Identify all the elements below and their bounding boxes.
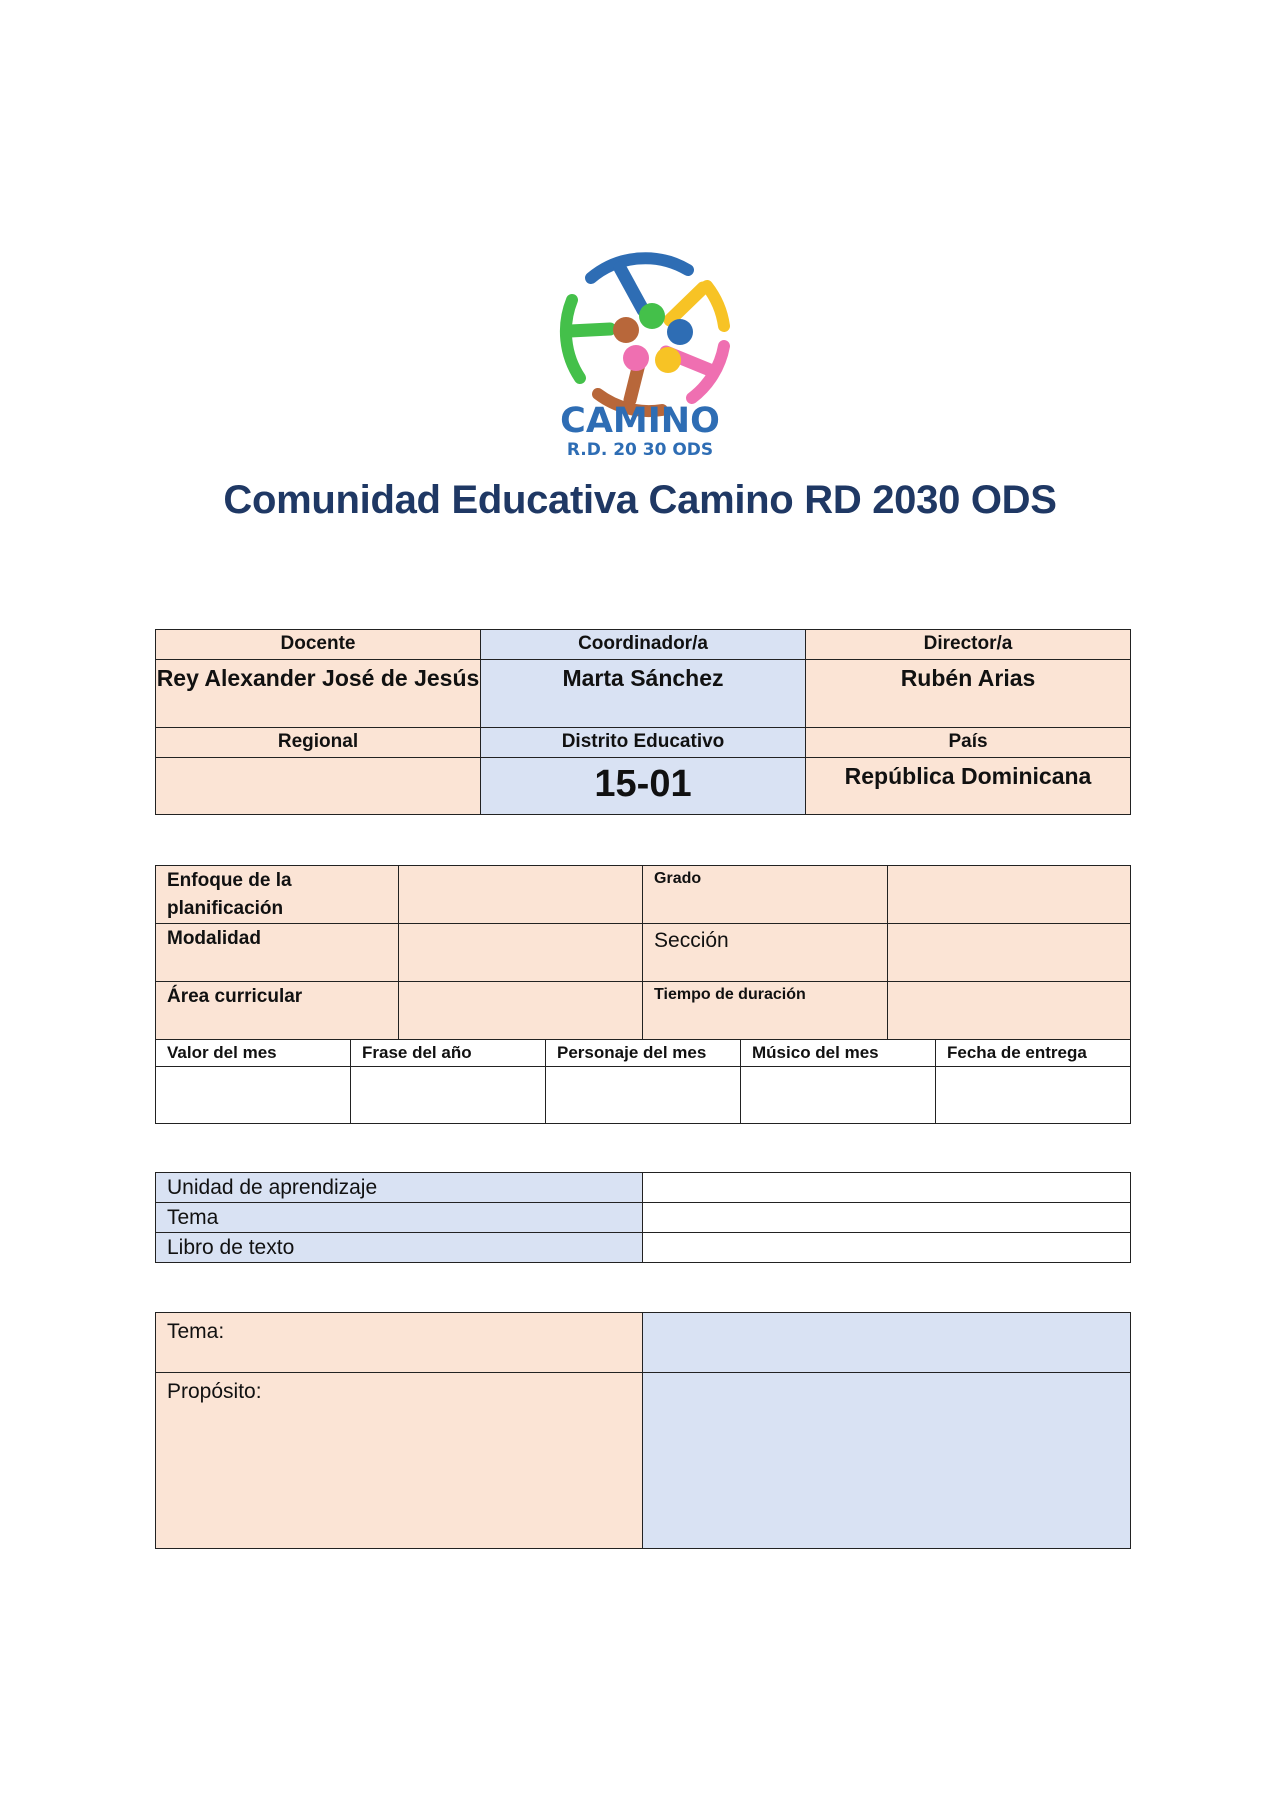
regional-value[interactable] <box>156 758 481 815</box>
monthly-value-cell[interactable] <box>741 1067 936 1124</box>
monthly-value-cell[interactable] <box>156 1067 351 1124</box>
camino-logo <box>542 228 738 464</box>
enfoque-value[interactable] <box>399 866 643 924</box>
distrito-value[interactable]: 15-01 <box>481 758 806 815</box>
page-title: Comunidad Educativa Camino RD 2030 ODS <box>223 478 1057 522</box>
distrito-label: Distrito Educativo <box>481 728 806 758</box>
proposito-value[interactable] <box>643 1373 1131 1549</box>
libro-label: Libro de texto <box>156 1233 643 1263</box>
proposito-label: Propósito: <box>156 1373 643 1549</box>
tema-value[interactable] <box>643 1203 1131 1233</box>
logo-subtitle-text: R.D. 20 30 ODS <box>566 440 714 460</box>
coordinador-label: Coordinador/a <box>481 630 806 660</box>
pais-label: País <box>806 728 1131 758</box>
monthly-header: Músico del mes <box>741 1040 936 1067</box>
docente-label: Docente <box>156 630 481 660</box>
docente-value[interactable]: Rey Alexander José de Jesús <box>156 660 481 728</box>
monthly-header: Fecha de entrega <box>936 1040 1131 1067</box>
regional-label: Regional <box>156 728 481 758</box>
staff-table <box>155 629 1131 815</box>
monthly-value-cell[interactable] <box>936 1067 1131 1124</box>
monthly-header: Personaje del mes <box>546 1040 741 1067</box>
seccion-value[interactable] <box>888 924 1131 982</box>
grado-value[interactable] <box>888 866 1131 924</box>
director-label: Director/a <box>806 630 1131 660</box>
libro-value[interactable] <box>643 1233 1131 1263</box>
grado-label: Grado <box>643 866 888 924</box>
area-value[interactable] <box>399 982 643 1040</box>
tiempo-value[interactable] <box>888 982 1131 1040</box>
director-value[interactable]: Rubén Arias <box>806 660 1131 728</box>
monthly-value-cell[interactable] <box>351 1067 546 1124</box>
modalidad-value[interactable] <box>399 924 643 982</box>
enfoque-label: Enfoque de la planificación <box>156 866 399 924</box>
tema-label: Tema <box>156 1203 643 1233</box>
unit-table <box>155 1172 1131 1263</box>
modalidad-label: Modalidad <box>156 924 399 982</box>
topic-tema-value[interactable] <box>643 1313 1131 1373</box>
camino-logo-graphic <box>542 228 738 464</box>
pais-value[interactable]: República Dominicana <box>806 758 1131 815</box>
tiempo-label: Tiempo de duración <box>643 982 888 1040</box>
seccion-label: Sección <box>643 924 888 982</box>
unidad-label: Unidad de aprendizaje <box>156 1173 643 1203</box>
topic-table <box>155 1312 1131 1549</box>
unidad-value[interactable] <box>643 1173 1131 1203</box>
monthly-header: Valor del mes <box>156 1040 351 1067</box>
monthly-header: Frase del año <box>351 1040 546 1067</box>
coordinador-value[interactable]: Marta Sánchez <box>481 660 806 728</box>
monthly-value-cell[interactable] <box>546 1067 741 1124</box>
area-label: Área curricular <box>156 982 399 1040</box>
topic-tema-label: Tema: <box>156 1313 643 1373</box>
planning-table <box>155 865 1131 1124</box>
logo-brand-text: CAMINO <box>560 401 720 441</box>
